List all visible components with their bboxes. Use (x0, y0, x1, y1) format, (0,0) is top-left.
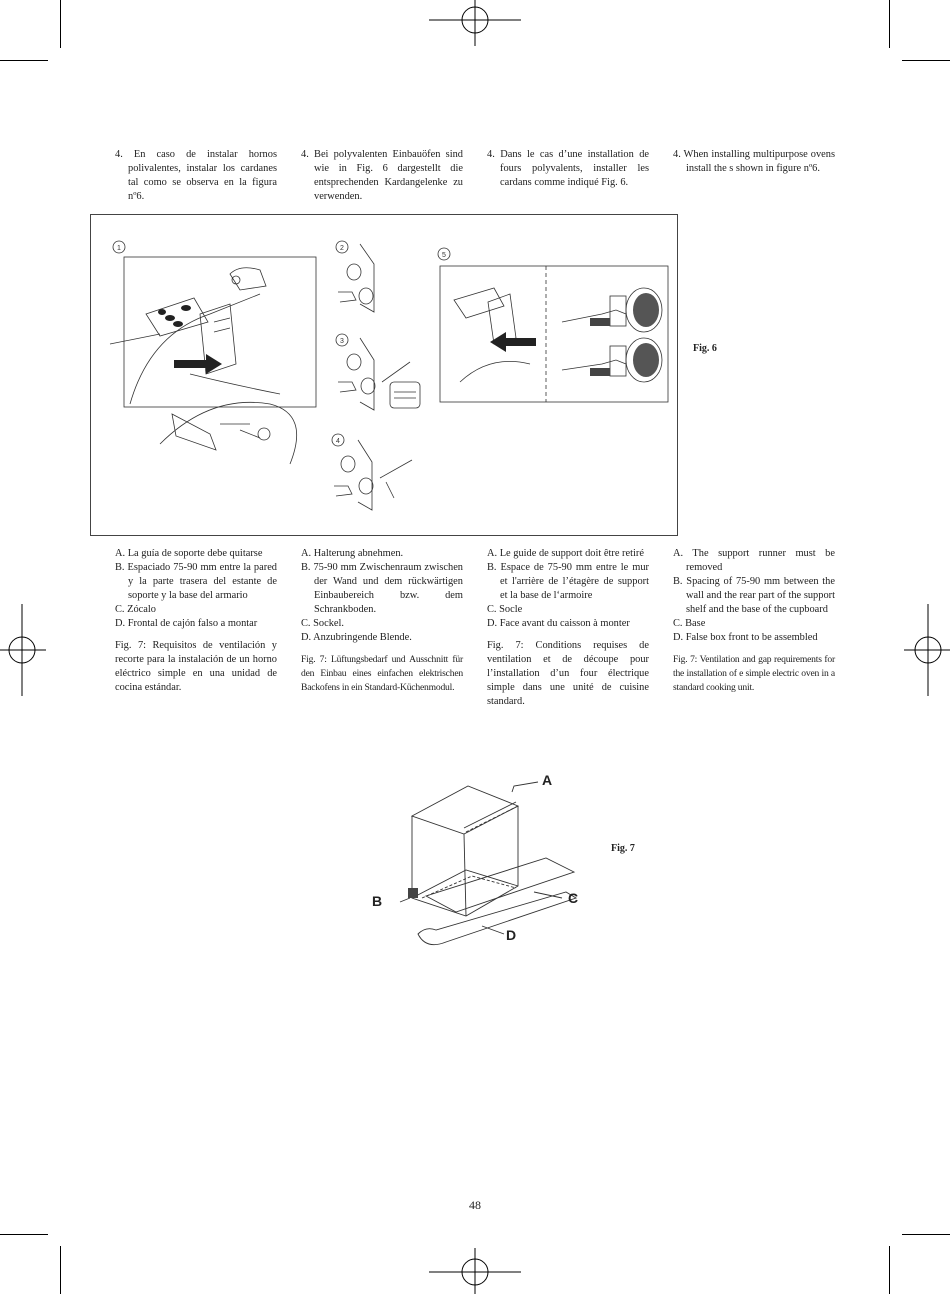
legend-fr-item: D. Face avant du caisson à monter (487, 618, 630, 629)
registration-mark-top (425, 0, 525, 48)
fig7-letter-a: A (542, 772, 553, 788)
legend-es-item: A. La guía de soporte debe quitarse (115, 548, 263, 559)
legend-en (673, 547, 835, 695)
legend-de-item: A. Halterung abnehmen. (301, 548, 404, 559)
step4-en-text: 4. When installing multipurpose ovens install the s shown in figure nº6. (673, 149, 835, 174)
legend-es-item: C. Zócalo (115, 604, 156, 615)
legend-fr-item: B. Espace de 75-90 mm entre le mur et l'arrière de l’étagère de support et la base de l‘armoire (487, 562, 649, 601)
legend-fr-caption: Fig. 7: Conditions requises de ventilation et de découpe pour l’installation d’un four électrique simple dans une unité de cuisine standard. (487, 640, 649, 707)
legend-de-caption: Fig. 7: Lüftungsbedarf und Ausschnitt für den Einbau eines einfachen elektrischen Backofens in ein Standard-Küchenmodul. (301, 654, 463, 693)
fig7-letter-d: D (506, 927, 517, 943)
fig6-step-4: 4 (336, 438, 340, 445)
fig7-label: Fig. 7 (611, 843, 635, 854)
legend-en-item: C. Base (673, 618, 706, 629)
step4-fr-text: 4. Dans le cas d’une installation de fours polyvalents, installer les cardans comme indiqué Fig. 6. (487, 149, 649, 188)
legend-en-caption: Fig. 7: Ventilation and gap requirements for the installation of e simple electric oven in a standard cooking unit. (673, 654, 835, 693)
registration-mark-bottom (425, 1248, 525, 1294)
fig6-step-1: 1 (117, 245, 121, 252)
step4-de-text: 4. Bei polyvalenten Einbauöfen sind wie in Fig. 6 dargestellt die entsprechenden Kardangelenke zu verwenden. (301, 149, 463, 202)
legend-fr (487, 547, 649, 709)
legend-fr-item: C. Socle (487, 604, 523, 615)
legend-es-item: D. Frontal de cajón falso a montar (115, 618, 258, 629)
registration-mark-right (902, 600, 950, 700)
legend-fr-item: A. Le guide de support doit être retiré (487, 548, 644, 559)
legend-de (301, 547, 463, 695)
fig7-letter-b: B (372, 893, 383, 909)
page-number: 48 (469, 1198, 481, 1212)
step4-es (115, 148, 277, 204)
legend-en-item: A. The support runner must be removed (673, 548, 835, 573)
registration-mark-left (0, 600, 48, 700)
step4-de (301, 148, 463, 204)
fig6-step-5: 5 (442, 252, 446, 259)
step4-es-text: 4. En caso de instalar hornos polivalentes, instalar los cardanes tal como se observa en la figura nº6. (115, 149, 277, 202)
fig6-step-3: 3 (340, 338, 344, 345)
legend-de-item: C. Sockel. (301, 618, 345, 629)
legend-es (115, 547, 277, 695)
legend-en-item: D. False box front to be assembled (673, 632, 818, 643)
legend-es-caption: Fig. 7: Requisitos de ventilación y recorte para la instalación de un horno eléctrico simple en una unidad de cocina estándar. (115, 640, 277, 693)
legend-de-item: B. 75-90 mm Zwischenraum zwischen der Wand und dem rückwärtigen Einbaubereich bzw. dem Schrankboden. (301, 562, 463, 615)
step4-fr (487, 148, 649, 190)
fig7-illustration (366, 766, 588, 960)
legend-de-item: D. Anzubringende Blende. (301, 632, 412, 643)
fig6-illustration (90, 214, 678, 536)
fig6-label: Fig. 6 (693, 343, 717, 354)
fig6-step-2: 2 (340, 245, 344, 252)
fig7-letter-c: C (568, 890, 579, 906)
legend-es-item: B. Espaciado 75-90 mm entre la pared y la parte trasera del estante de soporte y la base del armario (115, 562, 277, 601)
legend-en-item: B. Spacing of 75-90 mm between the wall and the rear part of the support shelf and the base of the cupboard (673, 576, 835, 615)
step4-en (673, 148, 835, 176)
